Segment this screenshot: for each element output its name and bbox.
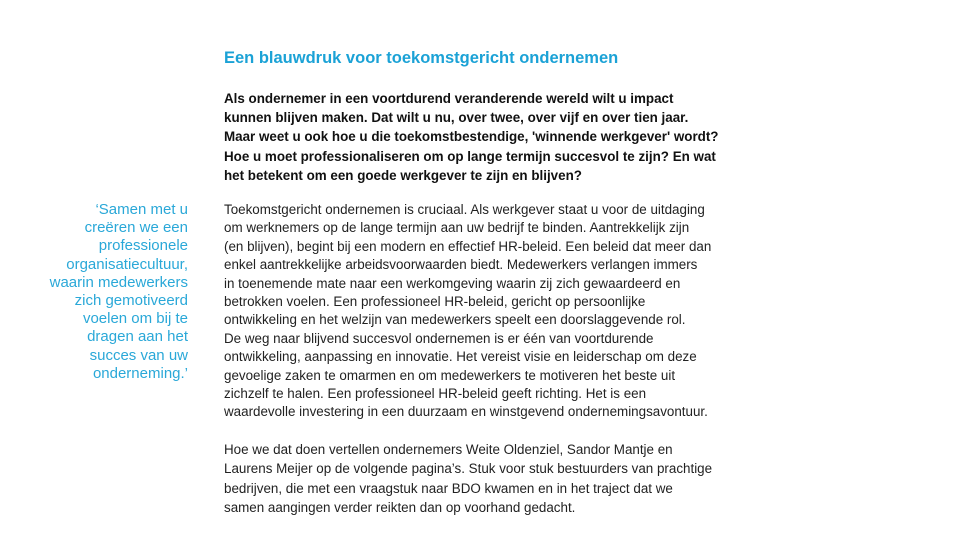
body-line: ontwikkeling en het welzijn van medewerkers speelt een doorslaggevende rol. (224, 312, 686, 328)
intro-paragraph (224, 89, 718, 185)
page-title: Een blauwdruk voor toekomstgericht ondernemen (224, 49, 619, 67)
closing-line: samen aangingen verder reikten dan op voorhand gedacht. (224, 500, 576, 516)
body-line: gevoelige zaken te omarmen en om medewerkers te motiveren het beste uit (224, 367, 676, 383)
pull-quote-line: onderneming.’ (92, 364, 188, 382)
closing-paragraph (224, 440, 712, 518)
pull-quote-line: organisatiecultuur, (66, 255, 188, 273)
body-line: betrokken voelen. Een professioneel HR-beleid, gericht op persoonlijke (224, 294, 646, 310)
intro-line: kunnen blijven maken. Dat wilt u nu, over twee, over vijf en over tien jaar. (224, 110, 689, 126)
pull-quote-line: zich gemotiveerd (74, 292, 188, 310)
intro-line: Als ondernemer in een voortdurend veranderende wereld wilt u impact (224, 91, 674, 106)
body-line: waardevolle investering in een duurzaam en winstgevend ondernemingsavontuur. (224, 404, 708, 420)
body-line: (en blijven), begint bij een modern en effectief HR-beleid. Een beleid dat meer dan (224, 238, 712, 254)
pull-quote-line: voelen om bij te (82, 310, 188, 328)
body-line: De weg naar blijvend succesvol ondernemen is er één van voortdurende (224, 330, 654, 346)
intro-line: Maar weet u ook hoe u die toekomstbestendige, 'winnende werkgever' wordt? (224, 129, 719, 145)
body-line: Toekomstgericht ondernemen is cruciaal. Als werkgever staat u voor de uitdaging (224, 202, 705, 217)
closing-line: bedrijven, die met een vraagstuk naar BDO kwamen en in het traject dat we (224, 480, 673, 496)
body-paragraph (224, 201, 711, 422)
pull-quote-line: dragen aan het (87, 328, 188, 346)
body-line: in toenemende mate naar een werkomgeving waarin zij zich gewaardeerd en (224, 275, 681, 291)
body-line: zichzelf te halen. Een professioneel HR-beleid geeft richting. Het is een (224, 386, 647, 402)
intro-line: Hoe u moet professionaliseren om op lange termijn succesvol te zijn? En wat (224, 148, 716, 164)
closing-line: Hoe we dat doen vertellen ondernemers Weite Oldenziel, Sandor Mantje en (224, 442, 673, 457)
pull-quote-line: creëren we een (84, 219, 188, 237)
body-line: om werknemers op de lange termijn aan uw bedrijf te binden. Aantrekkelijk zijn (224, 220, 690, 236)
body-line: enkel aantrekkelijke arbeidsvoorwaarden biedt. Medewerkers verlangen immers (224, 257, 698, 273)
pull-quote-line: professionele (98, 237, 188, 255)
pull-quote-line: succes van uw (89, 346, 188, 364)
pull-quote-line: ‘Samen met u (95, 201, 188, 218)
intro-line: het betekent om een goede werkgever te zijn en blijven? (224, 167, 582, 183)
pull-quote-line: waarin medewerkers (49, 273, 188, 291)
pull-quote (24, 201, 188, 383)
closing-line: Laurens Meijer op de volgende pagina’s. Stuk voor stuk bestuurders van prachtige (224, 461, 713, 477)
body-line: ontwikkeling, aanpassing en innovatie. Het vereist visie en leiderschap om deze (224, 349, 697, 365)
